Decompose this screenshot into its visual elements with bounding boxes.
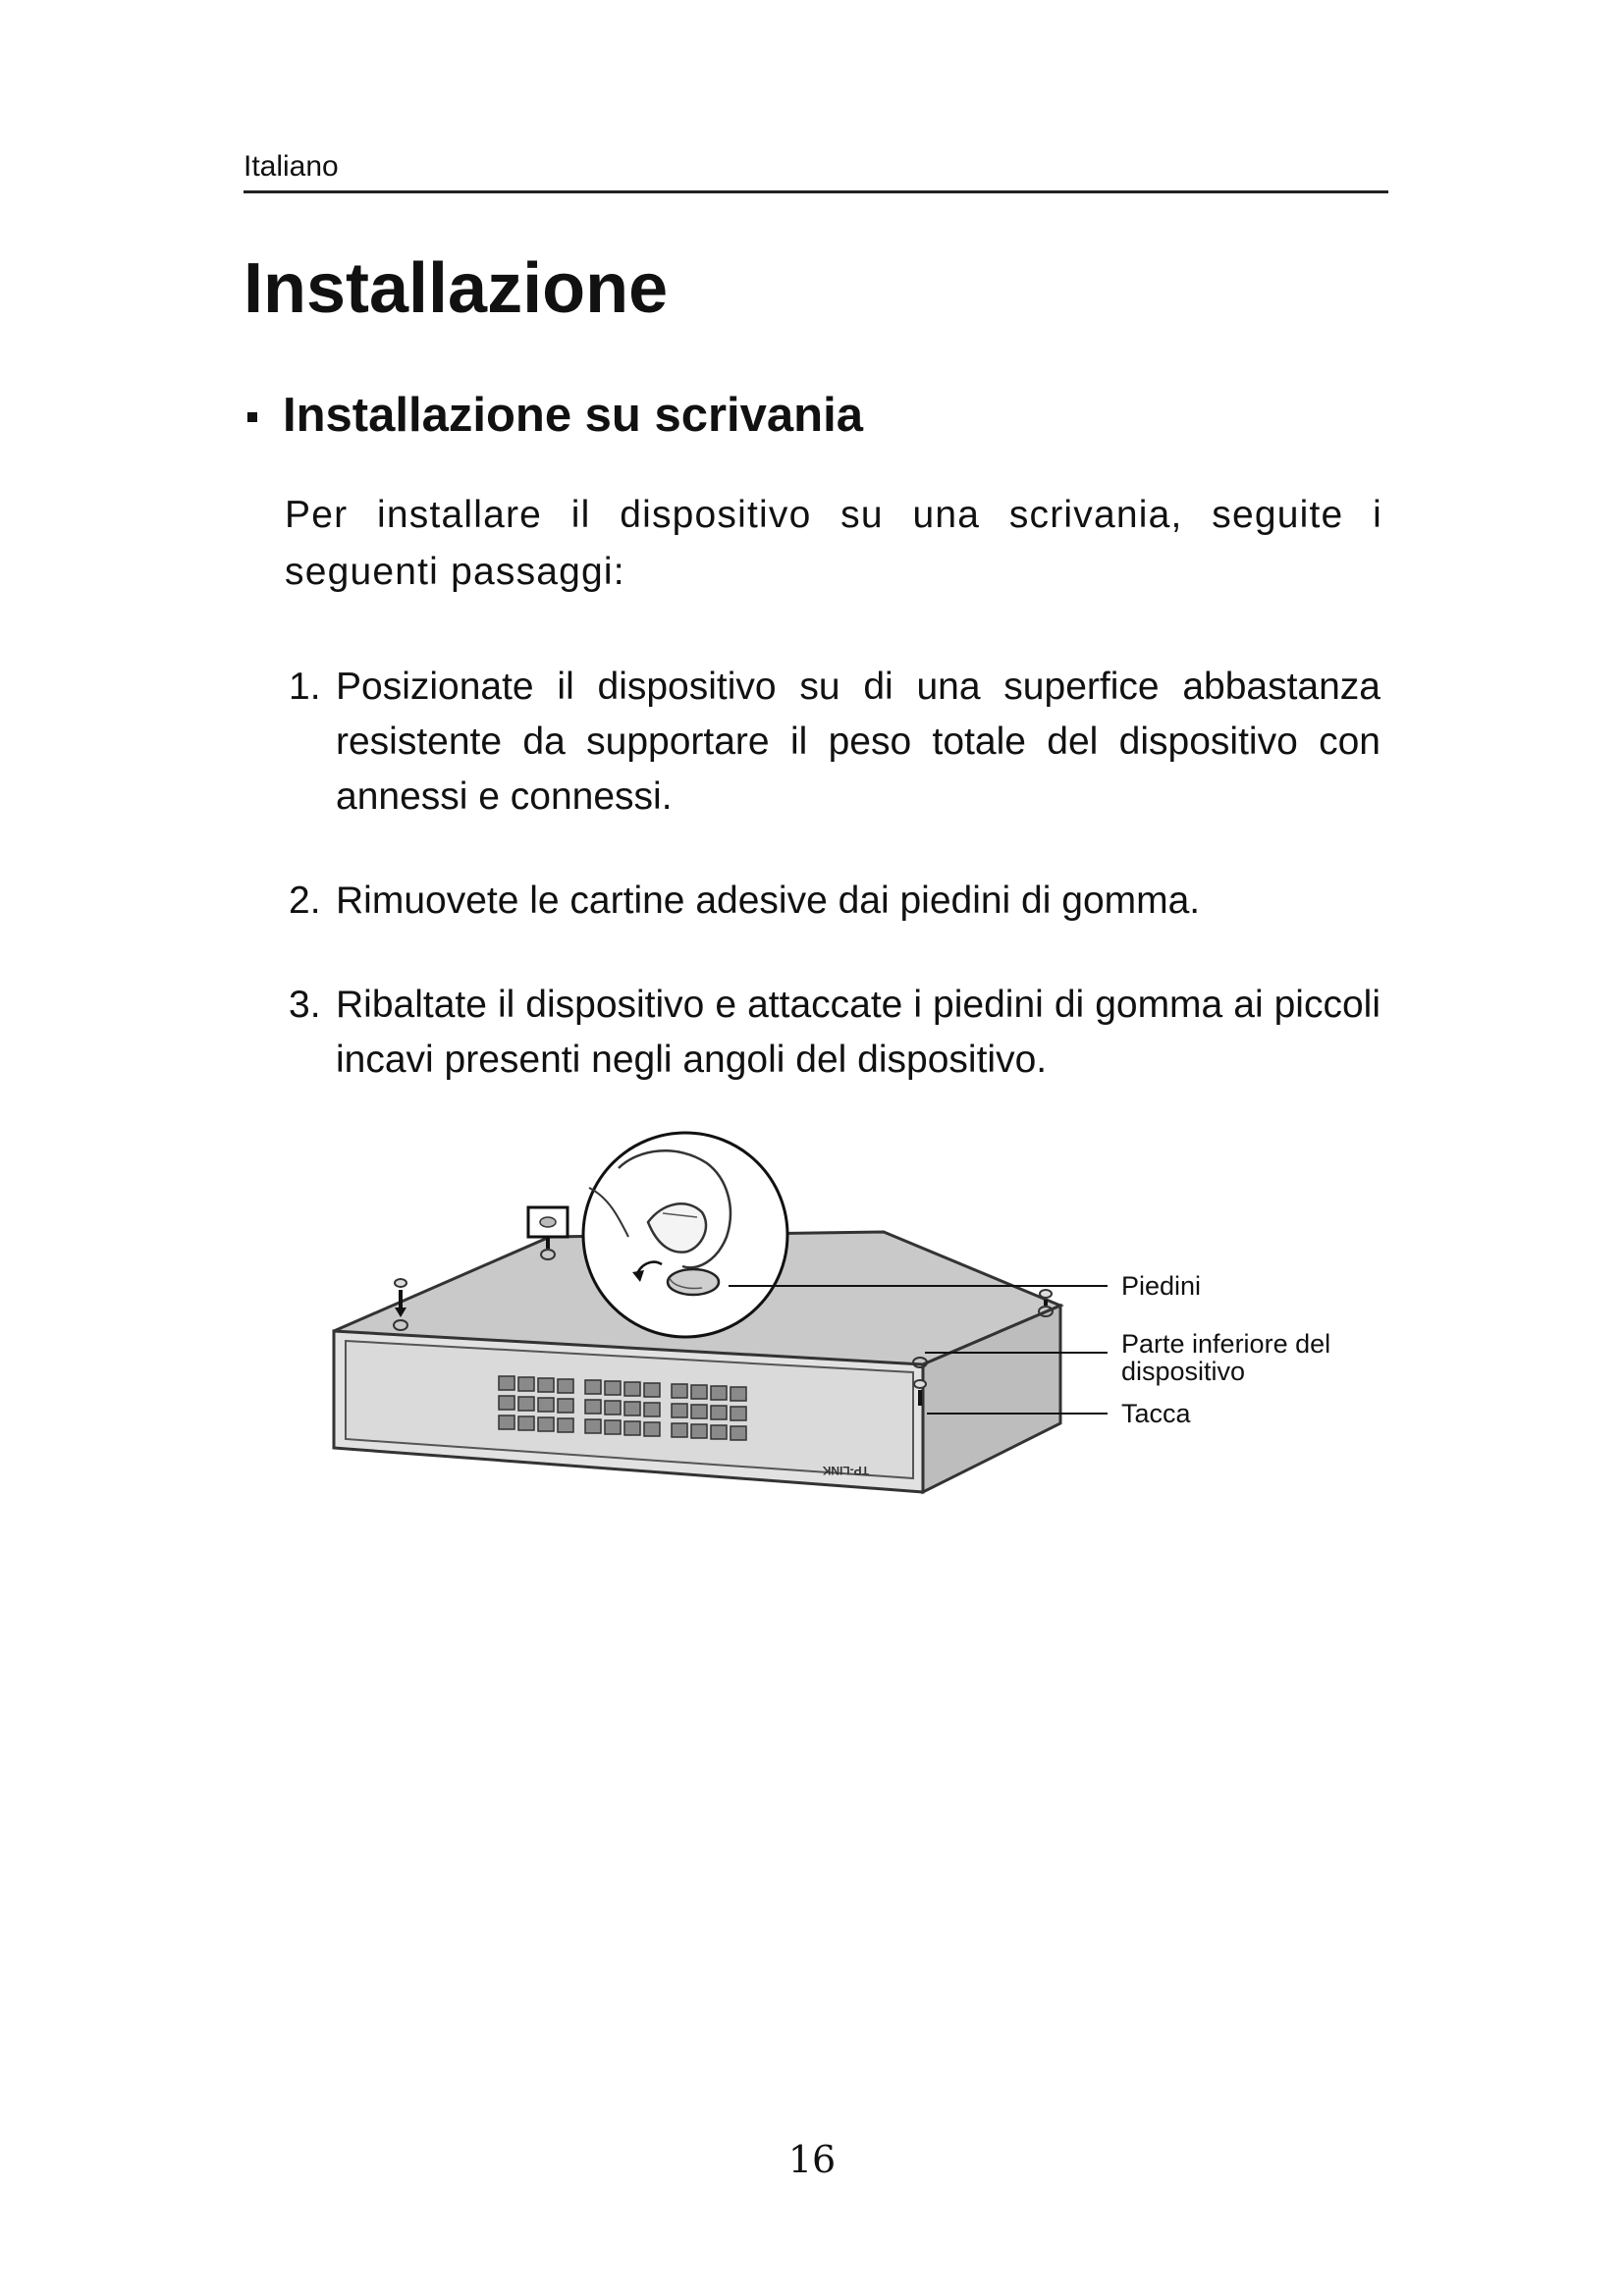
feet-label: Piedini bbox=[1121, 1271, 1202, 1301]
step-item bbox=[289, 978, 1380, 1088]
page-number: 16 bbox=[787, 2138, 837, 2181]
bottom-label-line2: dispositivo bbox=[1121, 1357, 1246, 1386]
step-number: 3. bbox=[289, 984, 321, 1026]
page-title: Installazione bbox=[244, 249, 669, 328]
magnified-hand-icon bbox=[583, 1133, 787, 1337]
step-text: Rimuovete le cartine adesive dai piedini di gomma. bbox=[336, 880, 1201, 922]
step-text: Posizionate il dispositivo su di una superfice abbastanza resistente da supportare il peso totale del dispositivo con annessi e connessi. bbox=[336, 666, 1380, 818]
section-heading-text: Installazione su scrivania bbox=[283, 389, 863, 442]
bottom-label-line1: Parte inferiore del bbox=[1121, 1329, 1331, 1359]
intro-paragraph: Per installare il dispositivo su una scrivania, seguite i seguenti passaggi: bbox=[285, 494, 1382, 593]
header-rule bbox=[244, 190, 1388, 193]
step-number: 1. bbox=[289, 666, 321, 708]
bullet-icon bbox=[247, 412, 257, 422]
device-logo: TP-LINK bbox=[822, 1464, 869, 1477]
step-item bbox=[289, 874, 1380, 929]
step-text: Ribaltate il dispositivo e attaccate i piedini di gomma ai piccoli incavi presenti negli angoli del dispositivo. bbox=[336, 984, 1380, 1081]
section-heading bbox=[247, 387, 863, 444]
notch-label: Tacca bbox=[1121, 1399, 1191, 1428]
step-number: 2. bbox=[289, 880, 321, 922]
steps-list bbox=[289, 660, 1380, 1137]
header-language: Italiano bbox=[244, 150, 339, 183]
step-item bbox=[289, 660, 1380, 825]
installation-diagram bbox=[324, 1129, 1365, 1541]
